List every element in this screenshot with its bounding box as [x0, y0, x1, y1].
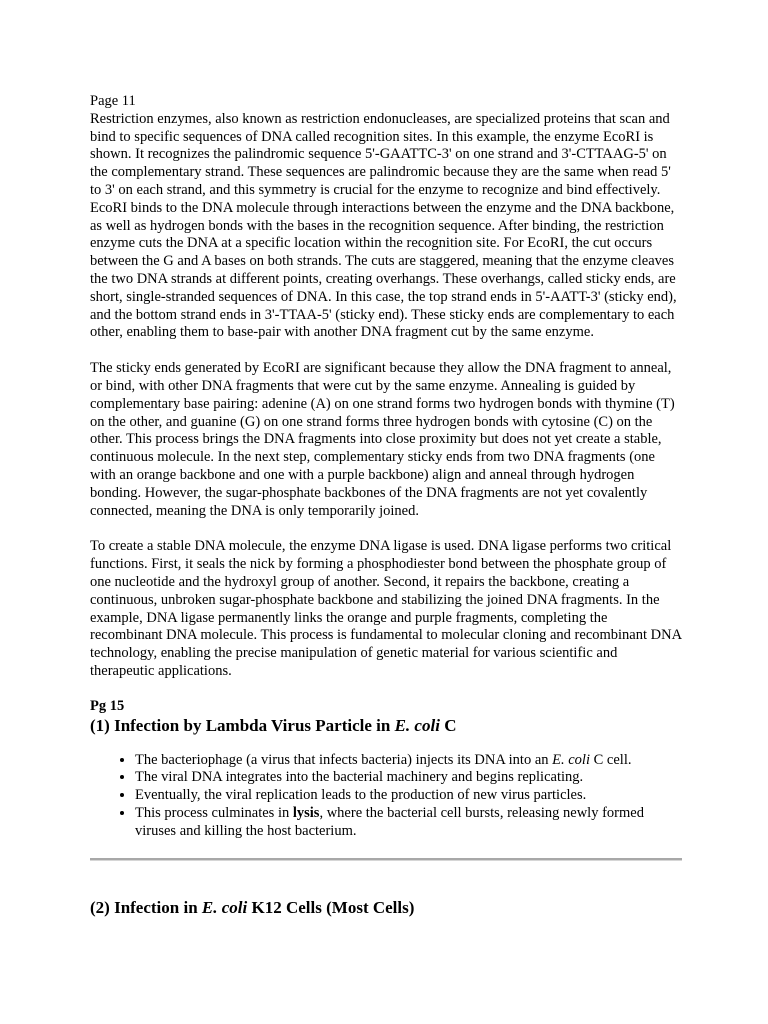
paragraph-restriction-enzymes: Restriction enzymes, also known as restriction endonucleases, are specialized proteins that scan and bind to specific sequences of DNA called recognition sites. In this example, the enzyme EcoRI is shown. It recognizes the palindromic sequence 5'-GAATTC-3' on one strand and 3'-CTTAAG-5' on the complementary strand. These sequences are palindromic because they are the same when read 5' to 3' on each strand, and this symmetry is crucial for the enzyme to recognize and bind effectively. EcoRI binds to the DNA molecule through interactions between the enzyme and the DNA backbone, as well as hydrogen bonds with the bases in the recognition sequence. After binding, the restriction enzyme cuts the DNA at a specific location within the recognition site. For EcoRI, the cut occurs between the G and A bases on both strands. The cuts are staggered, meaning that the enzyme cleaves the two DNA strands at different points, creating overhangs. These overhangs, called sticky ends, are short, single-stranded sequences of DNA. In this case, the top strand ends in 5'-AATT-3' (sticky end), and the bottom strand ends in 3'-TTAA-5' (sticky end). These sticky ends are complementary to each other, enabling them to base-pair with another DNA fragment cut by the same enzyme. — [90, 110, 677, 341]
section1-heading — [90, 716, 682, 736]
pg15-label: Pg 15 — [90, 697, 125, 714]
section1-heading-prefix: (1) Infection by Lambda Virus Particle in — [90, 715, 395, 735]
bullet-text: Eventually, the viral replication leads to the production of new virus particles. — [135, 787, 587, 804]
bullet-bold: lysis — [292, 804, 320, 821]
list-item — [135, 805, 682, 841]
bullet-text: , where the bacterial cell bursts, releasing newly formed viruses and killing the host bacterium. — [135, 804, 644, 839]
section2-heading-suffix: K12 Cells (Most Cells) — [247, 898, 415, 918]
section1-bullet-list — [90, 752, 682, 841]
bullet-text: C cell. — [590, 751, 632, 768]
list-item — [135, 752, 682, 770]
document-content — [90, 93, 682, 934]
section1-heading-italic: E. coli — [394, 715, 440, 735]
page-label: Page 11 — [90, 93, 136, 109]
list-item — [135, 769, 682, 787]
bullet-text: The bacteriophage (a virus that infects bacteria) injects its DNA into an — [135, 751, 553, 768]
section2-heading-italic: E. coli — [201, 898, 248, 918]
section1-heading-suffix: C — [439, 715, 457, 735]
bullet-text: The viral DNA integrates into the bacterial machinery and begins replicating. — [135, 769, 584, 786]
paragraph-sticky-ends: The sticky ends generated by EcoRI are significant because they allow the DNA fragment to anneal, or bind, with other DNA fragments that were cut by the same enzyme. Annealing is guided by complementary base pairing: adenine (A) on one strand forms two hydrogen bonds with thymine (T) on the other, and guanine (G) on one strand forms three hydrogen bonds with cytosine (C) on the other. This process brings the DNA fragments into close proximity but does not yet create a stable, continuous molecule. In the next step, complementary sticky ends from two DNA fragments (one with an orange backbone and one with a purple backbone) align and anneal through hydrogen bonding. However, the sugar-phosphate backbones of the DNA fragments are not yet covalently connected, meaning the DNA is only temporarily joined. — [90, 360, 675, 519]
section2-heading — [90, 898, 682, 918]
paragraph-dna-ligase: To create a stable DNA molecule, the enzyme DNA ligase is used. DNA ligase performs two critical functions. First, it seals the nick by forming a phosphodiester bond between the phosphate group of one nucleotide and the hydroxyl group of another. Second, it repairs the backbone, creating a continuous, unbroken sugar-phosphate backbone and stabilizing the joined DNA fragments. In the example, DNA ligase permanently links the orange and purple fragments, completing the recombinant DNA molecule. This process is fundamental to molecular cloning and recombinant DNA technology, enabling the precise manipulation of genetic material for various scientific and therapeutic applications. — [90, 538, 682, 679]
bullet-italic: E. coli — [552, 751, 590, 768]
list-item — [135, 787, 682, 805]
bullet-text: This process culminates in — [135, 804, 293, 821]
horizontal-divider — [90, 858, 682, 861]
section2-heading-prefix: (2) Infection in — [90, 898, 202, 918]
